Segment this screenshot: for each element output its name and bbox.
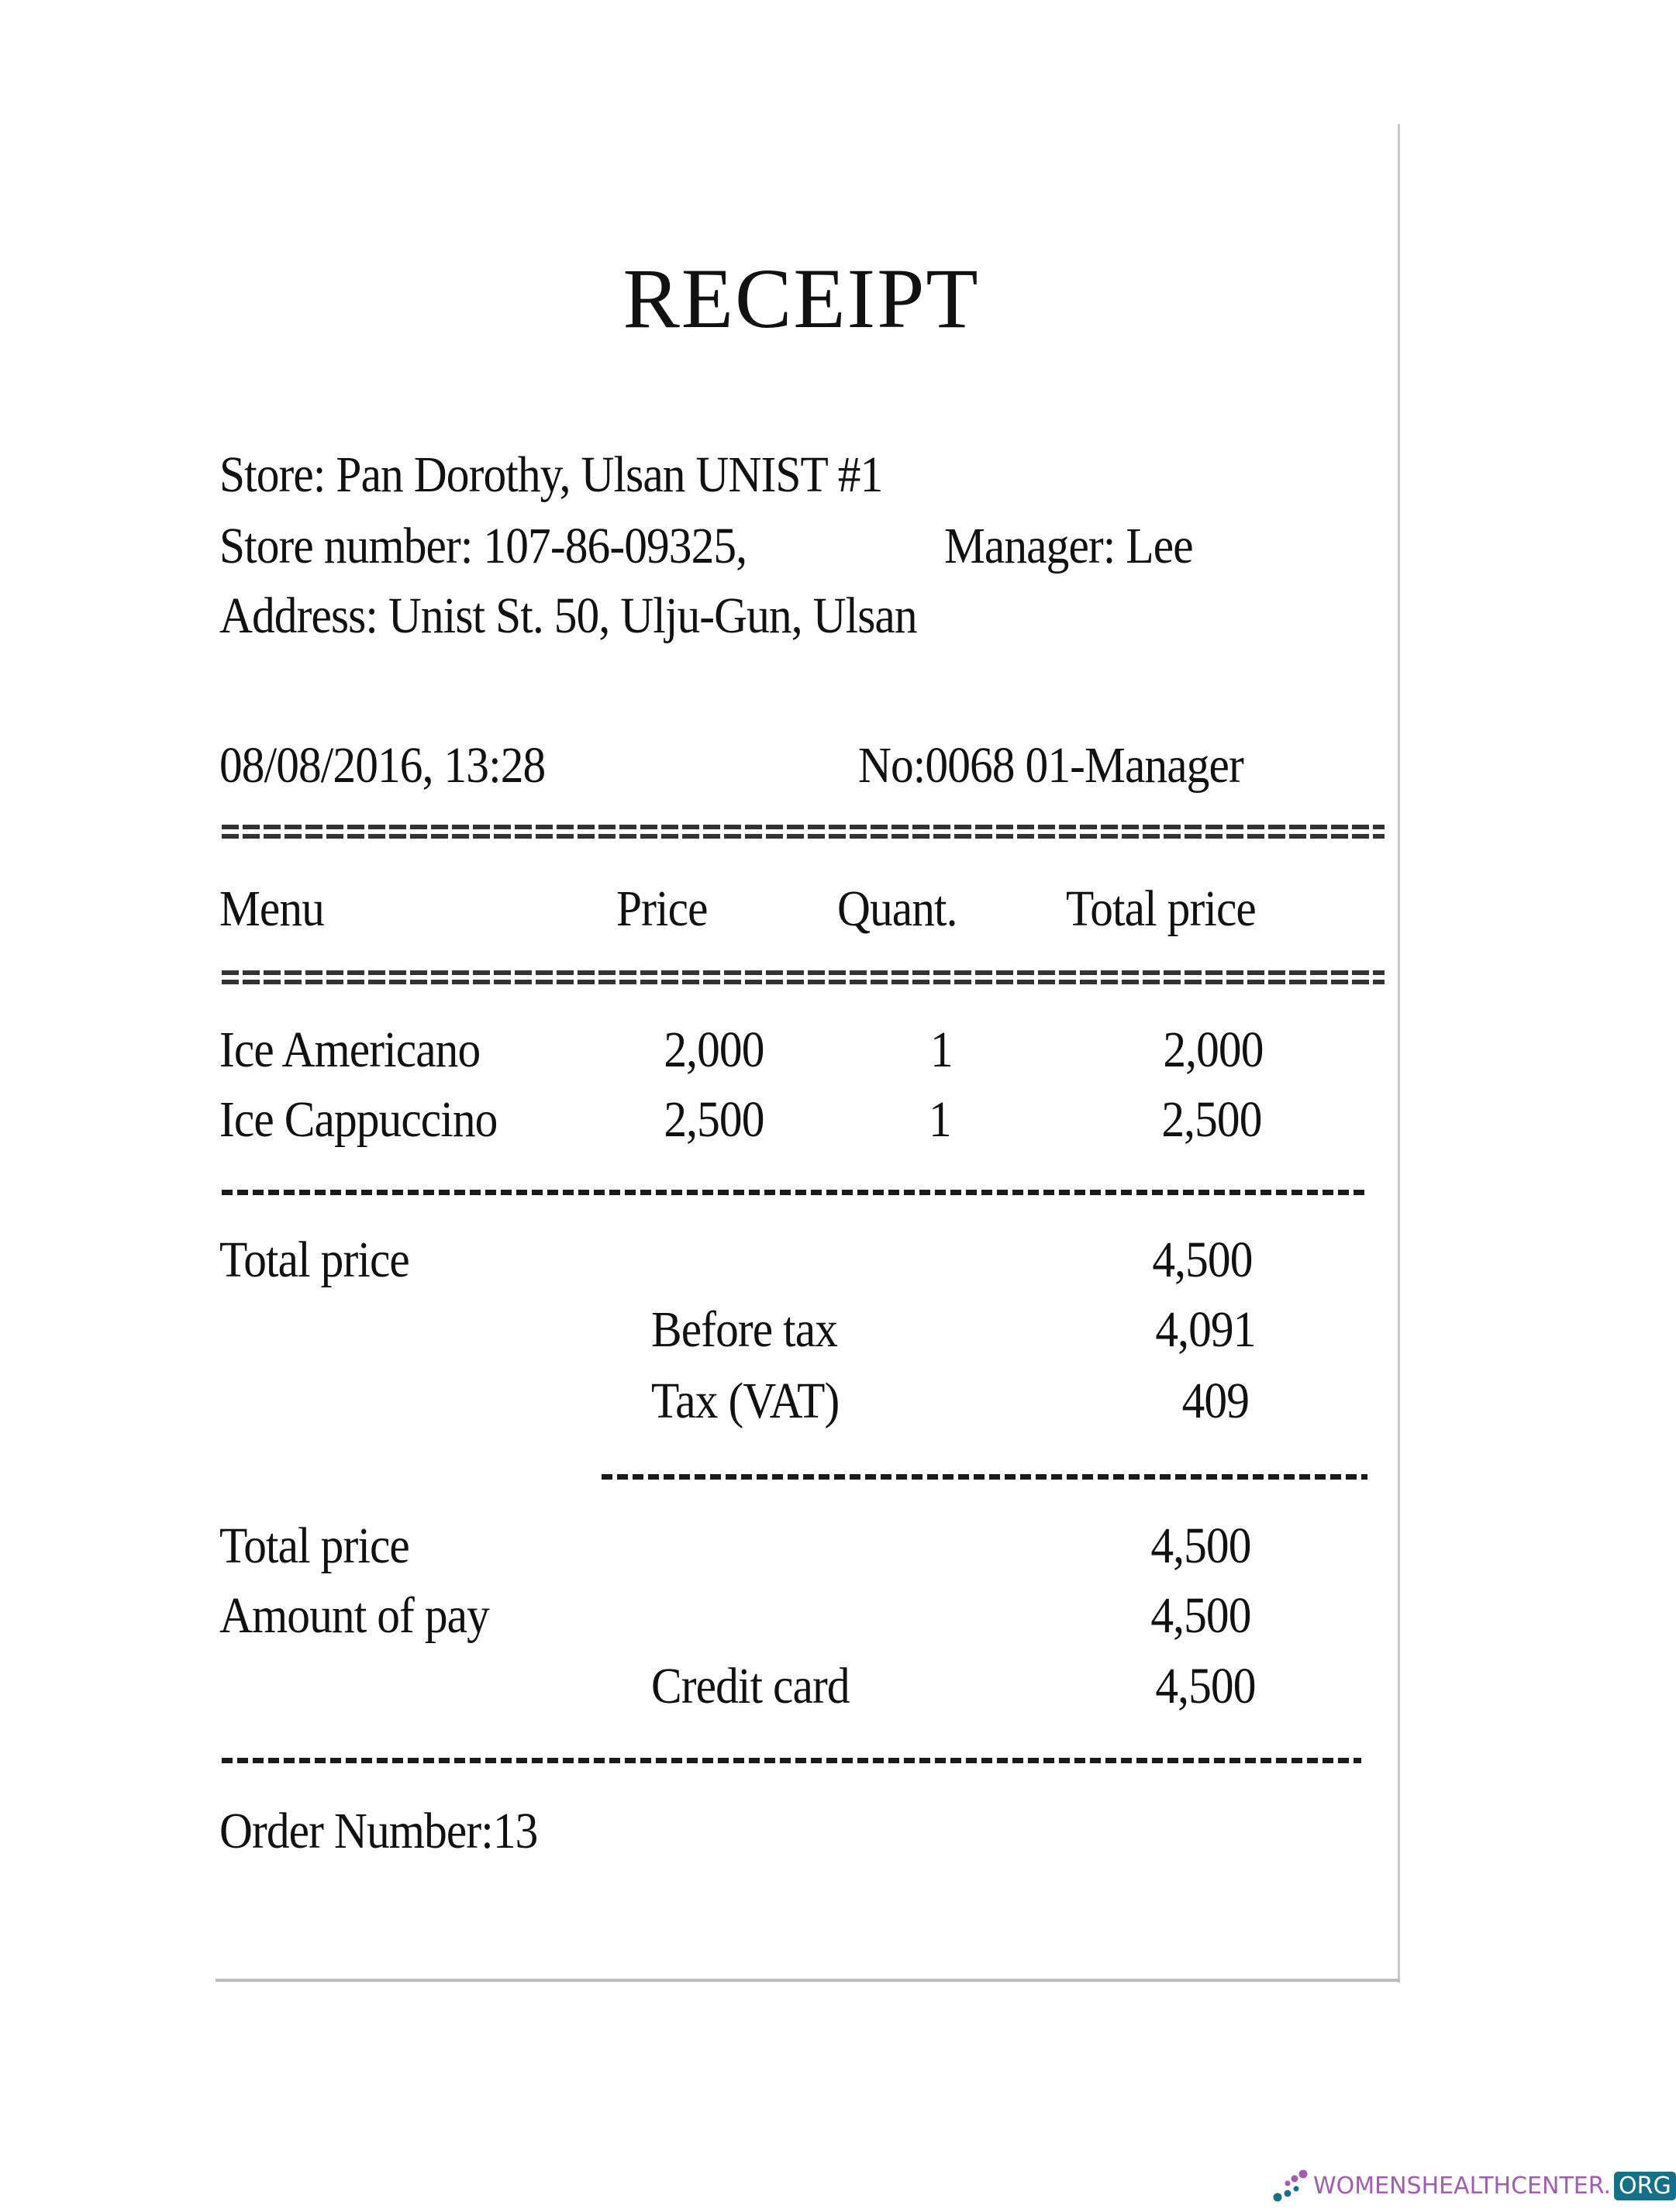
receipt-title: RECEIPT: [622, 251, 980, 346]
watermark-logo: [1271, 2162, 1676, 2209]
amount-paid-label: Amount of pay: [219, 1587, 489, 1644]
subtotal-label: Total price: [219, 1232, 409, 1288]
double-separator: [222, 822, 1385, 845]
item-total: 2,500: [1160, 1091, 1261, 1148]
dashed-separator: [602, 1474, 1367, 1480]
amount-paid-value: 4,500: [1150, 1587, 1250, 1644]
receipt-datetime: 08/08/2016, 13:28: [219, 737, 546, 794]
column-header-quantity: Quant.: [837, 880, 957, 937]
order-number: Order Number:13: [219, 1803, 538, 1859]
before-tax-label: Before tax: [651, 1301, 838, 1358]
watermark-text: WOMENSHEALTHCENTER.: [1313, 2172, 1612, 2200]
tax-label: Tax (VAT): [651, 1373, 840, 1429]
tax-value: 409: [1181, 1373, 1249, 1429]
manager-name: Manager: Lee: [944, 518, 1193, 574]
store-address: Address: Unist St. 50, Ulju-Gun, Ulsan: [219, 587, 917, 644]
transaction-number: No:0068 01-Manager: [858, 737, 1243, 794]
watermark-org-badge: ORG: [1614, 2172, 1676, 2200]
store-number: Store number: 107-86-09325,: [219, 518, 747, 574]
total-value: 4,500: [1150, 1518, 1250, 1574]
store-name: Store: Pan Dorothy, Ulsan UNIST #1: [219, 446, 883, 503]
item-menu: Ice Americano: [219, 1022, 481, 1078]
payment-method-label: Credit card: [651, 1658, 850, 1714]
payment-method-value: 4,500: [1154, 1658, 1255, 1714]
paper-edge-bottom: [216, 1979, 1400, 1982]
column-header-menu: Menu: [219, 880, 324, 937]
item-quantity: 1: [930, 1022, 953, 1078]
dashed-separator: [222, 1190, 1367, 1195]
item-total: 2,000: [1162, 1022, 1263, 1078]
before-tax-value: 4,091: [1154, 1301, 1255, 1358]
subtotal-value: 4,500: [1151, 1232, 1252, 1288]
column-header-total-price: Total price: [1066, 880, 1256, 937]
column-header-price: Price: [616, 880, 708, 937]
dots-logo-icon: [1271, 2168, 1309, 2203]
item-menu: Ice Cappuccino: [219, 1091, 498, 1148]
item-price: 2,500: [663, 1091, 764, 1148]
item-price: 2,000: [663, 1022, 764, 1078]
double-separator: [222, 967, 1385, 991]
item-quantity: 1: [929, 1091, 951, 1148]
dashed-separator: [222, 1758, 1361, 1763]
paper-edge-right: [1398, 124, 1400, 1983]
total-label: Total price: [219, 1518, 409, 1574]
